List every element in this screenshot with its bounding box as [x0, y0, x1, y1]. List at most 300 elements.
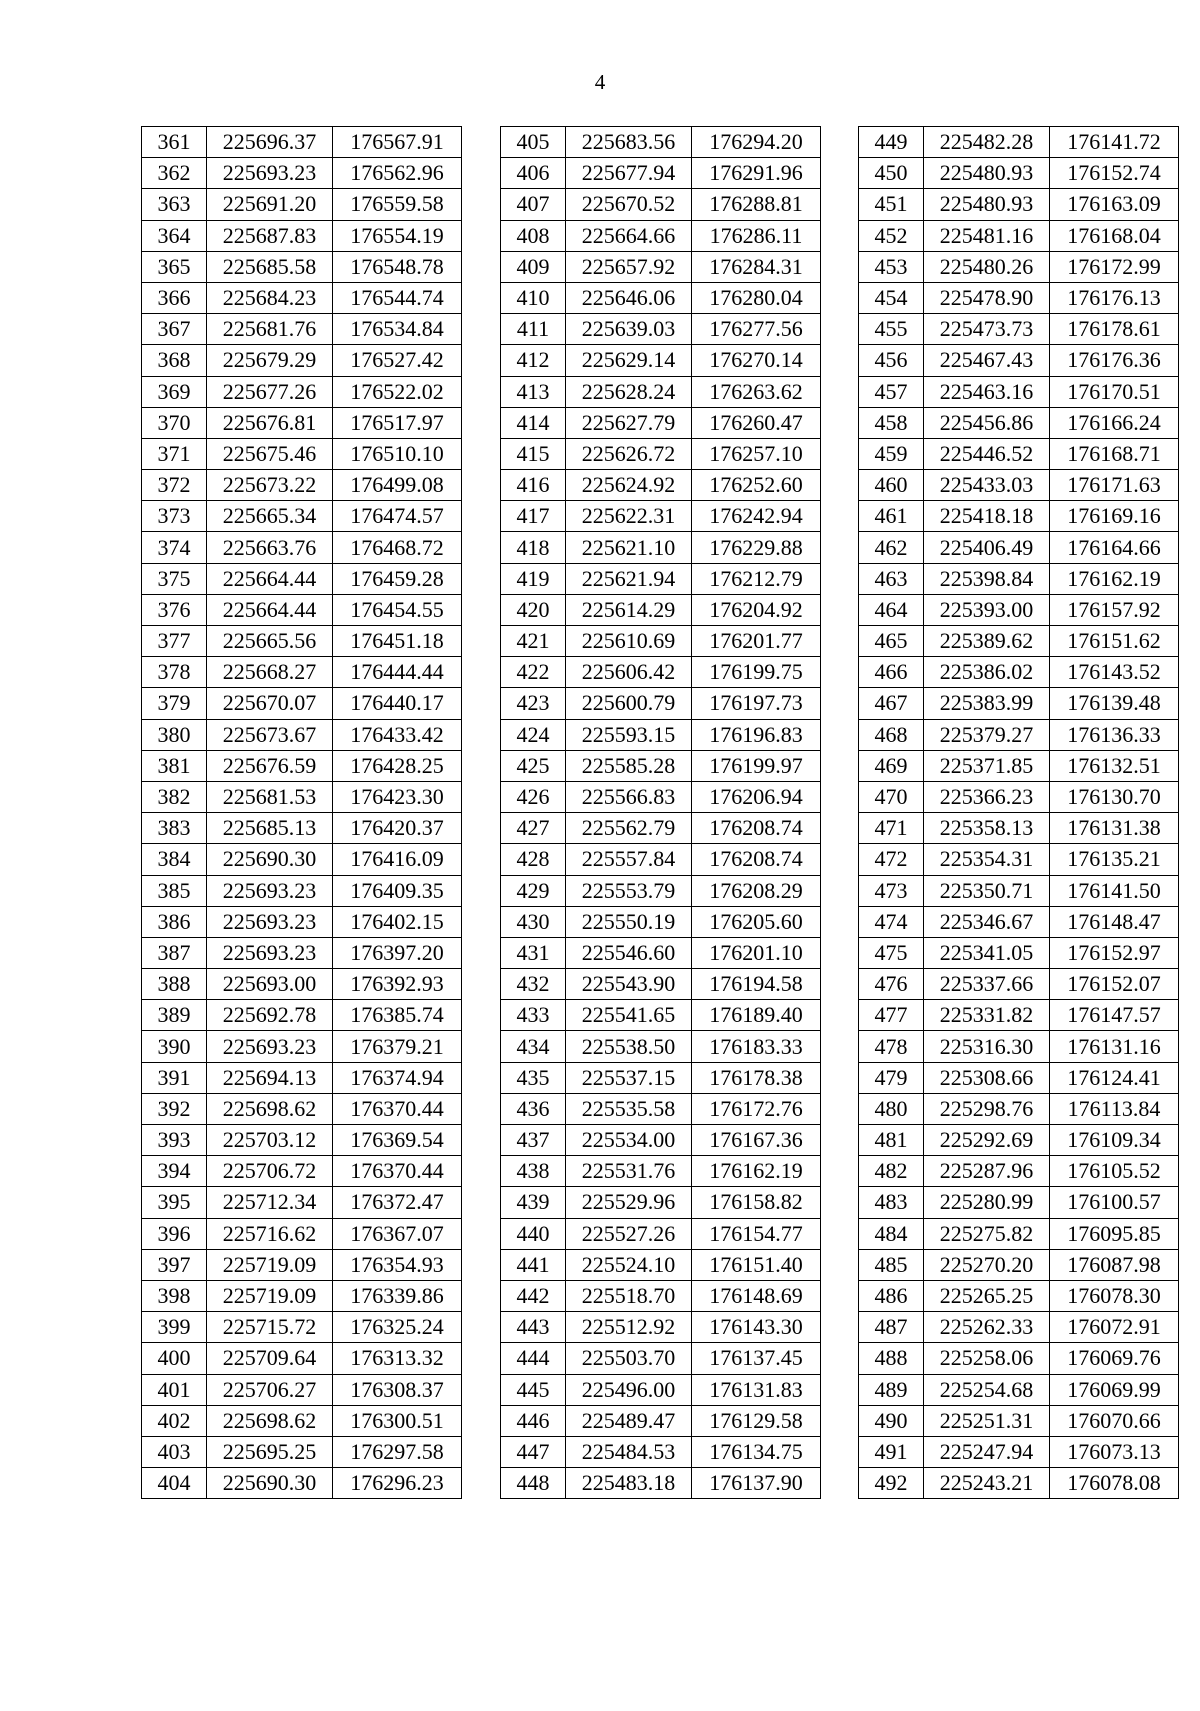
y-coordinate-cell: 176134.75 [692, 1436, 821, 1467]
table-row [142, 844, 462, 875]
y-coordinate-cell: 176148.47 [1050, 906, 1179, 937]
table-row [859, 1312, 1179, 1343]
x-coordinate-cell: 225243.21 [924, 1468, 1050, 1499]
point-number-cell: 439 [501, 1187, 566, 1218]
table-row [859, 1280, 1179, 1311]
point-number-cell: 427 [501, 813, 566, 844]
x-coordinate-cell: 225716.62 [207, 1218, 333, 1249]
point-number-cell: 364 [142, 220, 207, 251]
point-number-cell: 417 [501, 501, 566, 532]
table-row [501, 345, 821, 376]
point-number-cell: 380 [142, 719, 207, 750]
y-coordinate-cell: 176313.32 [333, 1343, 462, 1374]
table-row [501, 314, 821, 345]
y-coordinate-cell: 176296.23 [333, 1468, 462, 1499]
point-number-cell: 438 [501, 1156, 566, 1187]
y-coordinate-cell: 176172.99 [1050, 251, 1179, 282]
table-row [142, 1436, 462, 1467]
point-number-cell: 488 [859, 1343, 924, 1374]
x-coordinate-cell: 225473.73 [924, 314, 1050, 345]
y-coordinate-cell: 176291.96 [692, 158, 821, 189]
table-row [142, 345, 462, 376]
table-row [142, 1156, 462, 1187]
table-row [859, 1249, 1179, 1280]
point-number-cell: 426 [501, 781, 566, 812]
point-number-cell: 481 [859, 1125, 924, 1156]
x-coordinate-cell: 225677.94 [566, 158, 692, 189]
point-number-cell: 408 [501, 220, 566, 251]
x-coordinate-cell: 225280.99 [924, 1187, 1050, 1218]
x-coordinate-cell: 225524.10 [566, 1249, 692, 1280]
point-number-cell: 446 [501, 1405, 566, 1436]
x-coordinate-cell: 225665.34 [207, 501, 333, 532]
table-row [142, 1000, 462, 1031]
x-coordinate-cell: 225529.96 [566, 1187, 692, 1218]
y-coordinate-cell: 176423.30 [333, 781, 462, 812]
y-coordinate-cell: 176468.72 [333, 532, 462, 563]
point-number-cell: 435 [501, 1062, 566, 1093]
y-coordinate-cell: 176194.58 [692, 969, 821, 1000]
x-coordinate-cell: 225489.47 [566, 1405, 692, 1436]
table-row [142, 220, 462, 251]
y-coordinate-cell: 176369.54 [333, 1125, 462, 1156]
table-row [859, 813, 1179, 844]
x-coordinate-cell: 225386.02 [924, 657, 1050, 688]
x-coordinate-cell: 225346.67 [924, 906, 1050, 937]
y-coordinate-cell: 176499.08 [333, 470, 462, 501]
x-coordinate-cell: 225418.18 [924, 501, 1050, 532]
table-row [501, 906, 821, 937]
point-number-cell: 401 [142, 1374, 207, 1405]
x-coordinate-cell: 225693.00 [207, 969, 333, 1000]
point-number-cell: 412 [501, 345, 566, 376]
point-number-cell: 395 [142, 1187, 207, 1218]
point-number-cell: 492 [859, 1468, 924, 1499]
x-coordinate-cell: 225371.85 [924, 750, 1050, 781]
x-coordinate-cell: 225593.15 [566, 719, 692, 750]
table-row [142, 532, 462, 563]
point-number-cell: 443 [501, 1312, 566, 1343]
table-row [142, 1218, 462, 1249]
y-coordinate-cell: 176143.52 [1050, 657, 1179, 688]
point-number-cell: 377 [142, 626, 207, 657]
x-coordinate-cell: 225690.30 [207, 844, 333, 875]
table-row [501, 282, 821, 313]
table-row [142, 501, 462, 532]
point-number-cell: 475 [859, 937, 924, 968]
table-row [859, 1125, 1179, 1156]
point-number-cell: 430 [501, 906, 566, 937]
table-row [501, 1218, 821, 1249]
y-coordinate-cell: 176154.77 [692, 1218, 821, 1249]
table-row [501, 875, 821, 906]
point-number-cell: 442 [501, 1280, 566, 1311]
point-number-cell: 484 [859, 1218, 924, 1249]
point-number-cell: 453 [859, 251, 924, 282]
x-coordinate-cell: 225481.16 [924, 220, 1050, 251]
y-coordinate-cell: 176252.60 [692, 470, 821, 501]
x-coordinate-cell: 225691.20 [207, 189, 333, 220]
point-number-cell: 419 [501, 563, 566, 594]
y-coordinate-cell: 176300.51 [333, 1405, 462, 1436]
point-number-cell: 410 [501, 282, 566, 313]
point-number-cell: 440 [501, 1218, 566, 1249]
x-coordinate-cell: 225698.62 [207, 1405, 333, 1436]
x-coordinate-cell: 225518.70 [566, 1280, 692, 1311]
point-number-cell: 386 [142, 906, 207, 937]
y-coordinate-cell: 176147.57 [1050, 1000, 1179, 1031]
point-number-cell: 458 [859, 407, 924, 438]
point-number-cell: 432 [501, 969, 566, 1000]
y-coordinate-cell: 176163.09 [1050, 189, 1179, 220]
y-coordinate-cell: 176562.96 [333, 158, 462, 189]
y-coordinate-cell: 176510.10 [333, 438, 462, 469]
x-coordinate-cell: 225341.05 [924, 937, 1050, 968]
point-number-cell: 390 [142, 1031, 207, 1062]
x-coordinate-cell: 225358.13 [924, 813, 1050, 844]
point-number-cell: 396 [142, 1218, 207, 1249]
y-coordinate-cell: 176370.44 [333, 1093, 462, 1124]
y-coordinate-cell: 176567.91 [333, 127, 462, 158]
y-coordinate-cell: 176073.13 [1050, 1436, 1179, 1467]
table-row [501, 220, 821, 251]
table-row [142, 1312, 462, 1343]
point-number-cell: 444 [501, 1343, 566, 1374]
y-coordinate-cell: 176137.90 [692, 1468, 821, 1499]
point-number-cell: 406 [501, 158, 566, 189]
point-number-cell: 387 [142, 937, 207, 968]
y-coordinate-cell: 176069.99 [1050, 1374, 1179, 1405]
x-coordinate-cell: 225503.70 [566, 1343, 692, 1374]
y-coordinate-cell: 176416.09 [333, 844, 462, 875]
table-row [859, 1218, 1179, 1249]
table-row [501, 1405, 821, 1436]
y-coordinate-cell: 176151.62 [1050, 626, 1179, 657]
x-coordinate-cell: 225719.09 [207, 1280, 333, 1311]
x-coordinate-cell: 225679.29 [207, 345, 333, 376]
y-coordinate-cell: 176171.63 [1050, 470, 1179, 501]
table-row [859, 438, 1179, 469]
point-number-cell: 485 [859, 1249, 924, 1280]
table-row [142, 1187, 462, 1218]
x-coordinate-cell: 225614.29 [566, 594, 692, 625]
table-row [859, 1187, 1179, 1218]
point-number-cell: 445 [501, 1374, 566, 1405]
table-row [142, 719, 462, 750]
table-row [501, 1125, 821, 1156]
x-coordinate-cell: 225692.78 [207, 1000, 333, 1031]
y-coordinate-cell: 176130.70 [1050, 781, 1179, 812]
x-coordinate-cell: 225664.44 [207, 563, 333, 594]
x-coordinate-cell: 225664.44 [207, 594, 333, 625]
point-number-cell: 413 [501, 376, 566, 407]
x-coordinate-cell: 225719.09 [207, 1249, 333, 1280]
y-coordinate-cell: 176139.48 [1050, 688, 1179, 719]
table-row [501, 719, 821, 750]
y-coordinate-cell: 176548.78 [333, 251, 462, 282]
x-coordinate-cell: 225265.25 [924, 1280, 1050, 1311]
table-row [859, 750, 1179, 781]
point-number-cell: 385 [142, 875, 207, 906]
y-coordinate-cell: 176168.71 [1050, 438, 1179, 469]
table-row [142, 407, 462, 438]
y-coordinate-cell: 176212.79 [692, 563, 821, 594]
table-row [142, 688, 462, 719]
point-number-cell: 434 [501, 1031, 566, 1062]
y-coordinate-cell: 176554.19 [333, 220, 462, 251]
table-row [859, 251, 1179, 282]
point-number-cell: 478 [859, 1031, 924, 1062]
point-number-cell: 375 [142, 563, 207, 594]
y-coordinate-cell: 176409.35 [333, 875, 462, 906]
point-number-cell: 369 [142, 376, 207, 407]
y-coordinate-cell: 176517.97 [333, 407, 462, 438]
y-coordinate-cell: 176095.85 [1050, 1218, 1179, 1249]
y-coordinate-cell: 176189.40 [692, 1000, 821, 1031]
table-row [859, 220, 1179, 251]
coordinate-table-3 [858, 126, 1179, 1499]
point-number-cell: 465 [859, 626, 924, 657]
y-coordinate-cell: 176199.97 [692, 750, 821, 781]
point-number-cell: 423 [501, 688, 566, 719]
point-number-cell: 367 [142, 314, 207, 345]
table-row [501, 937, 821, 968]
x-coordinate-cell: 225366.23 [924, 781, 1050, 812]
table-row [859, 1436, 1179, 1467]
point-number-cell: 459 [859, 438, 924, 469]
y-coordinate-cell: 176169.16 [1050, 501, 1179, 532]
table-row [501, 563, 821, 594]
y-coordinate-cell: 176474.57 [333, 501, 462, 532]
point-number-cell: 399 [142, 1312, 207, 1343]
table-row [501, 251, 821, 282]
point-number-cell: 429 [501, 875, 566, 906]
coordinate-table-1 [141, 126, 462, 1499]
point-number-cell: 416 [501, 470, 566, 501]
table-row [142, 376, 462, 407]
point-number-cell: 477 [859, 1000, 924, 1031]
x-coordinate-cell: 225703.12 [207, 1125, 333, 1156]
y-coordinate-cell: 176157.92 [1050, 594, 1179, 625]
point-number-cell: 489 [859, 1374, 924, 1405]
y-coordinate-cell: 176131.16 [1050, 1031, 1179, 1062]
table-row [501, 657, 821, 688]
x-coordinate-cell: 225627.79 [566, 407, 692, 438]
point-number-cell: 397 [142, 1249, 207, 1280]
y-coordinate-cell: 176522.02 [333, 376, 462, 407]
point-number-cell: 381 [142, 750, 207, 781]
x-coordinate-cell: 225546.60 [566, 937, 692, 968]
y-coordinate-cell: 176402.15 [333, 906, 462, 937]
x-coordinate-cell: 225557.84 [566, 844, 692, 875]
table-row [142, 813, 462, 844]
point-number-cell: 468 [859, 719, 924, 750]
table-row [501, 688, 821, 719]
point-number-cell: 421 [501, 626, 566, 657]
point-number-cell: 466 [859, 657, 924, 688]
table-row [859, 1156, 1179, 1187]
y-coordinate-cell: 176078.30 [1050, 1280, 1179, 1311]
x-coordinate-cell: 225456.86 [924, 407, 1050, 438]
x-coordinate-cell: 225550.19 [566, 906, 692, 937]
x-coordinate-cell: 225657.92 [566, 251, 692, 282]
y-coordinate-cell: 176141.72 [1050, 127, 1179, 158]
point-number-cell: 365 [142, 251, 207, 282]
y-coordinate-cell: 176151.40 [692, 1249, 821, 1280]
point-number-cell: 441 [501, 1249, 566, 1280]
y-coordinate-cell: 176069.76 [1050, 1343, 1179, 1374]
y-coordinate-cell: 176379.21 [333, 1031, 462, 1062]
table-row [859, 969, 1179, 1000]
table-row [142, 750, 462, 781]
x-coordinate-cell: 225624.92 [566, 470, 692, 501]
table-row [501, 813, 821, 844]
y-coordinate-cell: 176451.18 [333, 626, 462, 657]
point-number-cell: 491 [859, 1436, 924, 1467]
table-row [142, 563, 462, 594]
x-coordinate-cell: 225693.23 [207, 1031, 333, 1062]
y-coordinate-cell: 176208.29 [692, 875, 821, 906]
y-coordinate-cell: 176199.75 [692, 657, 821, 688]
point-number-cell: 487 [859, 1312, 924, 1343]
x-coordinate-cell: 225247.94 [924, 1436, 1050, 1467]
y-coordinate-cell: 176325.24 [333, 1312, 462, 1343]
point-number-cell: 388 [142, 969, 207, 1000]
point-number-cell: 447 [501, 1436, 566, 1467]
table-row [142, 969, 462, 1000]
table-row [859, 470, 1179, 501]
point-number-cell: 464 [859, 594, 924, 625]
x-coordinate-cell: 225562.79 [566, 813, 692, 844]
y-coordinate-cell: 176072.91 [1050, 1312, 1179, 1343]
table-row [859, 407, 1179, 438]
table-row [859, 376, 1179, 407]
point-number-cell: 407 [501, 189, 566, 220]
x-coordinate-cell: 225262.33 [924, 1312, 1050, 1343]
y-coordinate-cell: 176208.74 [692, 844, 821, 875]
table-row [859, 345, 1179, 376]
y-coordinate-cell: 176420.37 [333, 813, 462, 844]
y-coordinate-cell: 176367.07 [333, 1218, 462, 1249]
x-coordinate-cell: 225354.31 [924, 844, 1050, 875]
y-coordinate-cell: 176397.20 [333, 937, 462, 968]
x-coordinate-cell: 225693.23 [207, 875, 333, 906]
point-number-cell: 398 [142, 1280, 207, 1311]
point-number-cell: 370 [142, 407, 207, 438]
table-row [142, 1405, 462, 1436]
y-coordinate-cell: 176168.04 [1050, 220, 1179, 251]
point-number-cell: 456 [859, 345, 924, 376]
point-number-cell: 420 [501, 594, 566, 625]
table-row [501, 1062, 821, 1093]
x-coordinate-cell: 225621.10 [566, 532, 692, 563]
y-coordinate-cell: 176208.74 [692, 813, 821, 844]
table-row [501, 1436, 821, 1467]
y-coordinate-cell: 176544.74 [333, 282, 462, 313]
point-number-cell: 376 [142, 594, 207, 625]
table-row [142, 158, 462, 189]
x-coordinate-cell: 225706.72 [207, 1156, 333, 1187]
table-row [142, 314, 462, 345]
y-coordinate-cell: 176204.92 [692, 594, 821, 625]
y-coordinate-cell: 176242.94 [692, 501, 821, 532]
x-coordinate-cell: 225308.66 [924, 1062, 1050, 1093]
table-row [501, 969, 821, 1000]
point-number-cell: 449 [859, 127, 924, 158]
point-number-cell: 415 [501, 438, 566, 469]
table-row [859, 282, 1179, 313]
y-coordinate-cell: 176308.37 [333, 1374, 462, 1405]
y-coordinate-cell: 176454.55 [333, 594, 462, 625]
point-number-cell: 361 [142, 127, 207, 158]
table-row [142, 1249, 462, 1280]
x-coordinate-cell: 225467.43 [924, 345, 1050, 376]
y-coordinate-cell: 176100.57 [1050, 1187, 1179, 1218]
table-row [859, 875, 1179, 906]
y-coordinate-cell: 176152.97 [1050, 937, 1179, 968]
table-row [501, 1374, 821, 1405]
y-coordinate-cell: 176385.74 [333, 1000, 462, 1031]
x-coordinate-cell: 225670.52 [566, 189, 692, 220]
point-number-cell: 392 [142, 1093, 207, 1124]
table-row [859, 844, 1179, 875]
x-coordinate-cell: 225690.30 [207, 1468, 333, 1499]
x-coordinate-cell: 225685.13 [207, 813, 333, 844]
table-row [859, 1093, 1179, 1124]
y-coordinate-cell: 176166.24 [1050, 407, 1179, 438]
x-coordinate-cell: 225706.27 [207, 1374, 333, 1405]
point-number-cell: 490 [859, 1405, 924, 1436]
x-coordinate-cell: 225254.68 [924, 1374, 1050, 1405]
y-coordinate-cell: 176143.30 [692, 1312, 821, 1343]
y-coordinate-cell: 176070.66 [1050, 1405, 1179, 1436]
table-row [859, 1405, 1179, 1436]
y-coordinate-cell: 176197.73 [692, 688, 821, 719]
x-coordinate-cell: 225639.03 [566, 314, 692, 345]
x-coordinate-cell: 225696.37 [207, 127, 333, 158]
x-coordinate-cell: 225393.00 [924, 594, 1050, 625]
point-number-cell: 372 [142, 470, 207, 501]
x-coordinate-cell: 225585.28 [566, 750, 692, 781]
x-coordinate-cell: 225629.14 [566, 345, 692, 376]
point-number-cell: 378 [142, 657, 207, 688]
y-coordinate-cell: 176132.51 [1050, 750, 1179, 781]
point-number-cell: 368 [142, 345, 207, 376]
table-row [859, 657, 1179, 688]
table-row [501, 1468, 821, 1499]
table-row [859, 1468, 1179, 1499]
point-number-cell: 362 [142, 158, 207, 189]
x-coordinate-cell: 225337.66 [924, 969, 1050, 1000]
x-coordinate-cell: 225482.28 [924, 127, 1050, 158]
table-row [859, 532, 1179, 563]
x-coordinate-cell: 225527.26 [566, 1218, 692, 1249]
table-row [142, 875, 462, 906]
table-row [142, 906, 462, 937]
y-coordinate-cell: 176137.45 [692, 1343, 821, 1374]
point-number-cell: 414 [501, 407, 566, 438]
y-coordinate-cell: 176339.86 [333, 1280, 462, 1311]
x-coordinate-cell: 225478.90 [924, 282, 1050, 313]
point-number-cell: 460 [859, 470, 924, 501]
table-row [859, 127, 1179, 158]
x-coordinate-cell: 225275.82 [924, 1218, 1050, 1249]
x-coordinate-cell: 225675.46 [207, 438, 333, 469]
y-coordinate-cell: 176164.66 [1050, 532, 1179, 563]
table-row [501, 1249, 821, 1280]
table-row [142, 1031, 462, 1062]
y-coordinate-cell: 176167.36 [692, 1125, 821, 1156]
